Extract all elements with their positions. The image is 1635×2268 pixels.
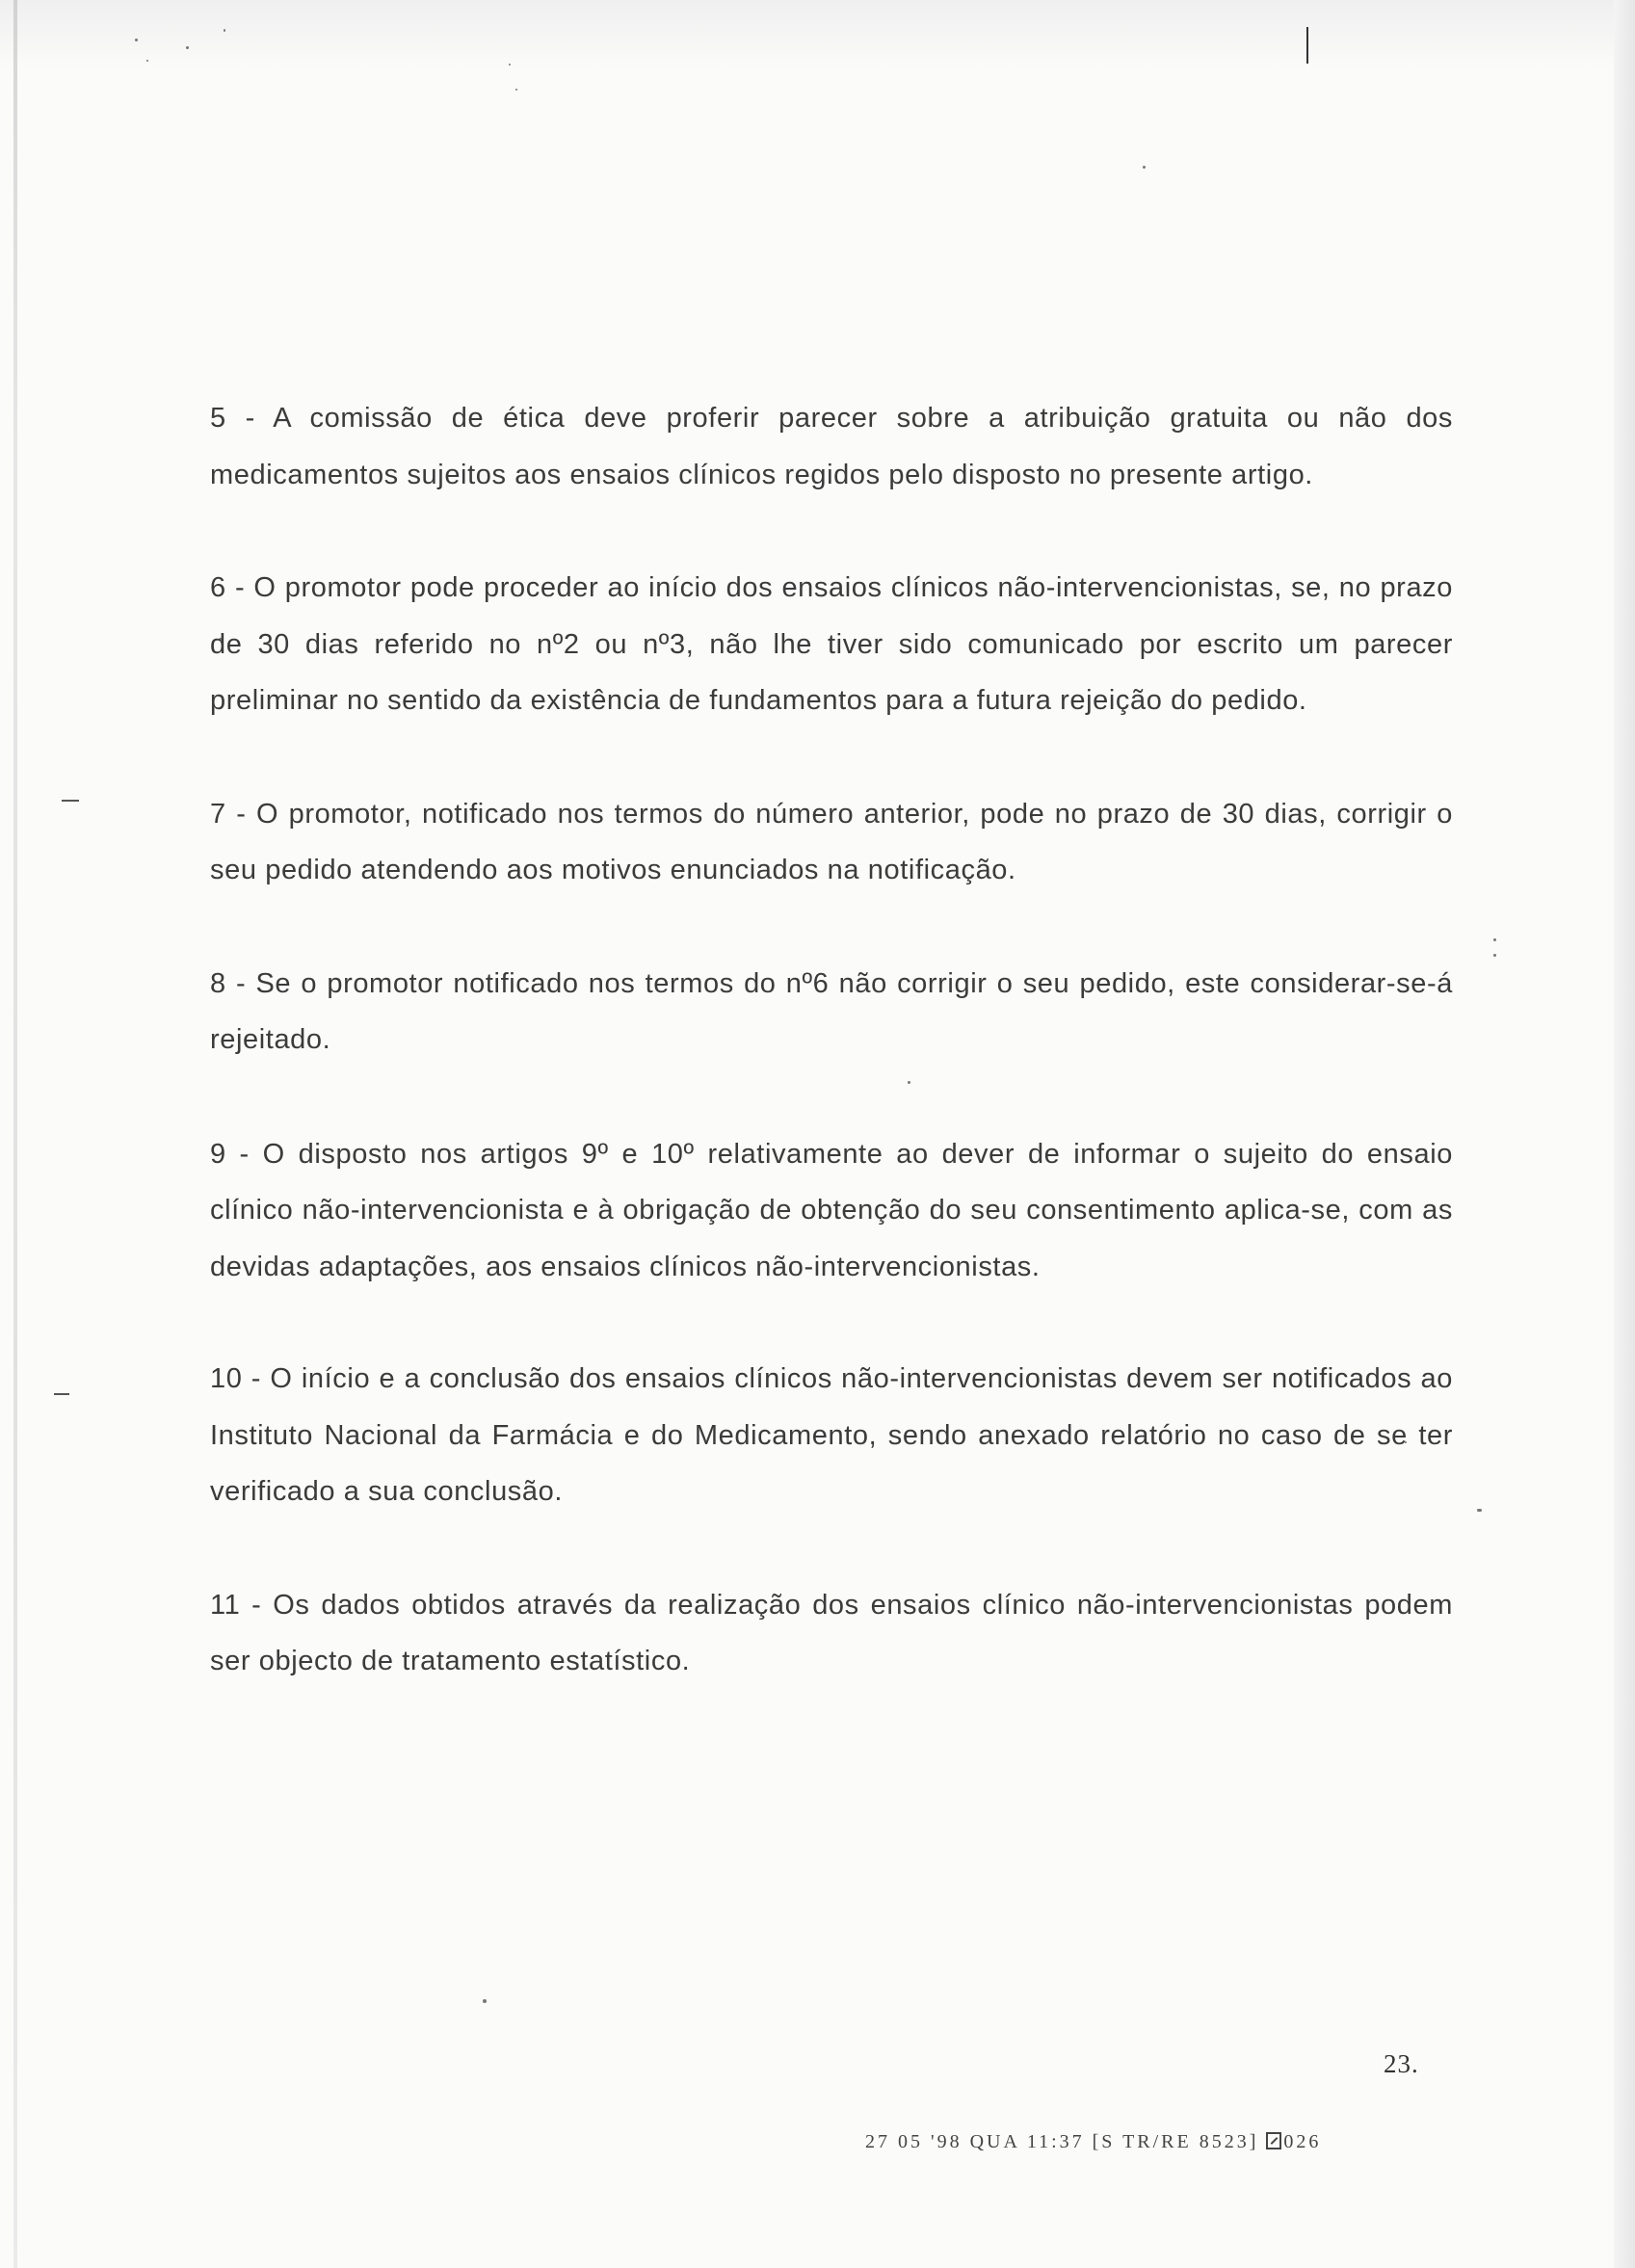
fax-page-icon	[1266, 2132, 1281, 2149]
scan-shadow-top	[0, 0, 1635, 67]
scan-edge-left	[13, 0, 17, 2268]
page-number: 23.	[1384, 2049, 1419, 2078]
scan-speck	[509, 64, 511, 66]
scan-speck	[1493, 938, 1496, 941]
paragraph-10: 10 - O início e a conclusão dos ensaios clínicos não-intervencionistas devem ser notificados ao Instituto Nacional da Farmácia e do Medicamento, sendo anexado relatório no caso de se ter verificado a sua conclusão.	[210, 1363, 1453, 1507]
scan-speck	[224, 29, 225, 32]
scan-speck	[1143, 166, 1146, 169]
scan-speck	[1493, 954, 1496, 957]
paragraph-9: 9 - O disposto nos artigos 9º e 10º relativamente ao dever de informar o sujeito do ensaio clínico não-intervencionista e à obrigação de obtenção do seu consentimento aplica-se, com as devidas adaptações, aos ensaios clínicos não-intervencionistas.	[210, 1138, 1453, 1282]
scan-edge-right	[1614, 0, 1635, 2268]
paragraph-6: 6 - O promotor pode proceder ao início dos ensaios clínicos não-intervencionistas, se, no prazo de 30 dias referido no nº2 ou nº3, não lhe tiver sido comunicado por escrito um parecer preliminar no sentido da existência de fundamentos para a futura rejeição do pedido.	[210, 572, 1453, 716]
scan-speck	[515, 89, 517, 91]
fax-transmission-header	[865, 2131, 1321, 2153]
paragraph-8: 8 - Se o promotor notificado nos termos do nº6 não corrigir o seu pedido, este considerar-se-á rejeitado.	[210, 967, 1453, 1055]
scan-speck	[146, 60, 148, 62]
paragraph-5: 5 - A comissão de ética deve proferir parecer sobre a atribuição gratuita ou não dos medicamentos sujeitos aos ensaios clínicos regidos pelo disposto no presente artigo.	[210, 403, 1453, 490]
scan-mark	[62, 800, 79, 802]
scan-speck	[135, 39, 138, 41]
paragraph-7: 7 - O promotor, notificado nos termos do número anterior, pode no prazo de 30 dias, corrigir o seu pedido atendendo aos motivos enunciados na notificação.	[210, 798, 1453, 885]
scan-speck	[1479, 1509, 1482, 1512]
scan-mark	[1306, 27, 1308, 64]
paragraph-11: 11 - Os dados obtidos através da realização dos ensaios clínico não-intervencionistas podem ser objecto de tratamento estatístico.	[210, 1589, 1453, 1676]
scan-speck	[483, 1999, 487, 2003]
fax-page-count: 026	[1283, 2131, 1322, 2152]
fax-header-text: 27 05 '98 QUA 11:37 [S TR/RE 8523]	[865, 2131, 1259, 2152]
document-body	[210, 390, 1453, 1690]
scan-mark	[54, 1393, 69, 1395]
scan-speck	[186, 46, 189, 49]
